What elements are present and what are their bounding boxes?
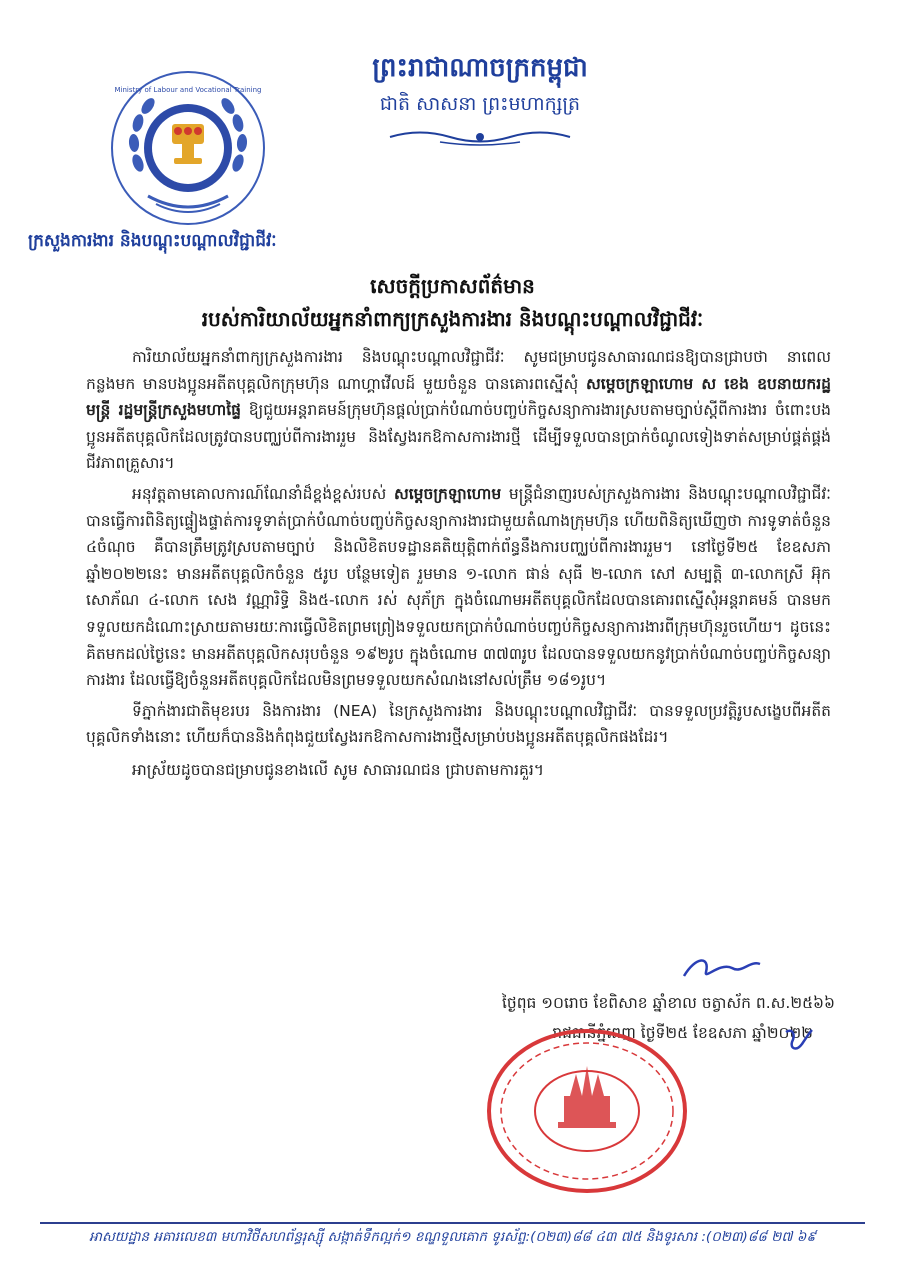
svg-text:Ministry of Labour and Vocatio: Ministry of Labour and Vocational Training <box>114 86 262 94</box>
p2-bold: សម្តេចក្រឡាហោម <box>394 484 502 503</box>
closing-line: អាស្រ័យដូចបានជម្រាបជូនខាងលើ សូម សាធារណជន ជ្រាបតាមការគួរ។ <box>132 760 544 779</box>
p1-text-a: ការិយាល័យអ្នកនាំពាក្យក្រសួងការងារ និងបណ្តុះបណ្តាលវិជ្ជាជីវៈ សូមជម្រាបជូនសាធារណជនឱ្យបានជ្រាបថា នាពេលកន្លងមក មានបងប្អូនអតីតបុគ្គលិកក្រុមហ៊ុន ណាហ្គាវើលដ៍ មួយចំនួន បានគោរពស្នើសុំ <box>86 348 831 393</box>
p2-text-b: មន្ត្រីជំនាញរបស់ក្រសួងការងារ និងបណ្តុះបណ្តាលវិជ្ជាជីវៈ បានធ្វើការពិនិត្យផ្ទៀងផ្ទាត់ការទូទាត់ប្រាក់បំណាច់បញ្ចប់កិច្ចសន្យាការងារជាមួយតំណាងក្រុមហ៊ុន ហើយពិនិត្យឃើញថា ការទូទាត់ចំនួន ៤ចំណុច គឺបានត្រឹមត្រូវស្របតាមច្បាប់ និងលិខិតបទដ្ឋានគតិយុត្តិពាក់ព័ន្ធនឹងការបញ្ឈប់ពីការងាររួម។ នៅថ្ងៃទី២៥ ខែឧសភា ឆ្នាំ២០២២នេះ មានអតីតបុគ្គលិកចំនួន ៥រូប បន្ថែមទៀត រួមមាន ១-លោក ផាន់ សុធី ២-លោក សៅ សម្បត្តិ ៣-លោកស្រី អ៊ុក សោភ័ណ ៤-លោក សេង វណ្ណារិទ្ធិ និង៥-លោក រស់ សុភ័ក្រ ក្នុងចំណោមអតីតបុគ្គលិកដែលបានគោរពស្នើសុំអន្តរាគមន៍ បានមកទទួលយកដំណោះស្រាយតាមរយៈការធ្វើលិខិតព្រមព្រៀងទទួលយកប្រាក់បំណាច់បញ្ចប់កិច្ចសន្យាការងារពីក្រុមហ៊ុនរួចហើយ។ ដូចនេះ គិតមកដល់ថ្ងៃនេះ មានអតីតបុគ្គលិកសរុបចំនួន ១៩២រូប ក្នុងចំណោម ៣៧៣រូប ដែលបានទទួលយកនូវប្រាក់បំណាច់បញ្ចប់កិច្ចសន្យាការងារ ដែលធ្វើឱ្យចំនួនអតីតបុគ្គលិកដែលមិនព្រមទទួលយកសំណងនៅសល់ត្រឹម ១៨១រូប។ <box>86 484 831 690</box>
lunar-date: ថ្ងៃពុធ ១០រោច ខែពិសាខ ឆ្នាំខាល ចត្វាស័ក ព.ស.២៥៦៦ <box>501 994 835 1012</box>
p1-text-b: ឱ្យជួយអន្តរាគមន៍ក្រុមហ៊ុនផ្តល់ប្រាក់បំណាច់បញ្ចប់កិច្ចសន្យាការងារស្របតាមច្បាប់ស្តីពីការងារ ចំពោះបងប្អូនអតីតបុគ្គលិកដែលត្រូវបានបញ្ឈប់ពីការងាររួម និងស្វែងរកឱកាសការងារថ្មី ដើម្បីទទួលបានប្រាក់ចំណូលទៀងទាត់សម្រាប់ផ្គត់ផ្គង់ជីវភាពគ្រួសារ។ <box>86 401 831 473</box>
national-motto: ជាតិ សាសនា ព្រះមហាក្សត្រ <box>379 93 581 115</box>
initial-mark <box>782 1026 816 1056</box>
kingdom-title: ព្រះរាជាណាចក្រកម្ពុជា <box>372 53 588 83</box>
paragraph-3: ទីភ្នាក់ងារជាតិមុខរបរ និងការងារ (NEA) នៃក្រសួងការងារ និងបណ្តុះបណ្តាលវិជ្ជាជីវៈ បានទទួលប្រវត្តិរូបសង្ខេបពីអតីតបុគ្គលិកទាំងនោះ ហើយក៏បាននិងកំពុងជួយស្វែងរកឱកាសការងារថ្មីសម្រាប់បងប្អូនអតីតបុគ្គលិកផងដែរ។ <box>86 701 831 747</box>
footer-address: អាសយដ្ឋាន អគារលេខ៣ មហាវិថីសហព័ន្ធរុស្ស៊ី សង្កាត់ទឹកល្អក់១ ខណ្ឌទួលគោក ទូរស័ព្ទ:(០២៣)៨៨ ៤៣ ៧៥ និងទូរសារ :(០២៣)៨៨ ២៧ ៦៩ <box>89 1229 816 1245</box>
ministry-name: ក្រសួងការងារ និងបណ្តុះបណ្តាលវិជ្ជាជីវៈ <box>28 231 277 251</box>
solar-date: រាជធានីភ្នំពេញ ថ្ងៃទី២៥ ខែឧសភា ឆ្នាំ២០២២ <box>552 1024 813 1042</box>
p1-bold: សម្តេចក្រឡាហោម ស ខេង ឧបនាយករដ្ឋមន្ត្រី រដ្ឋមន្ត្រីក្រសួងមហាផ្ទៃ <box>86 374 831 420</box>
ornamental-divider <box>380 126 580 148</box>
paragraph-2 <box>86 481 831 694</box>
title-line-1: សេចក្តីប្រកាសព័ត៌មាន <box>370 274 535 298</box>
announcement-body <box>86 344 831 784</box>
official-seal-stamp <box>484 1026 690 1196</box>
p2-text-a: អនុវត្តតាមគោលការណ៍ណែនាំដ៏ខ្ពង់ខ្ពស់របស់ <box>132 484 394 503</box>
paragraph-1 <box>86 344 831 477</box>
signature-mark <box>676 952 766 984</box>
title-line-2: របស់ការិយាល័យអ្នកនាំពាក្យក្រសួងការងារ និងបណ្តុះបណ្តាលវិជ្ជាជីវៈ <box>201 307 704 331</box>
announcement-title <box>0 270 905 336</box>
footer-divider <box>40 1222 865 1224</box>
ministry-logo <box>108 68 268 228</box>
kingdom-header <box>300 48 660 152</box>
